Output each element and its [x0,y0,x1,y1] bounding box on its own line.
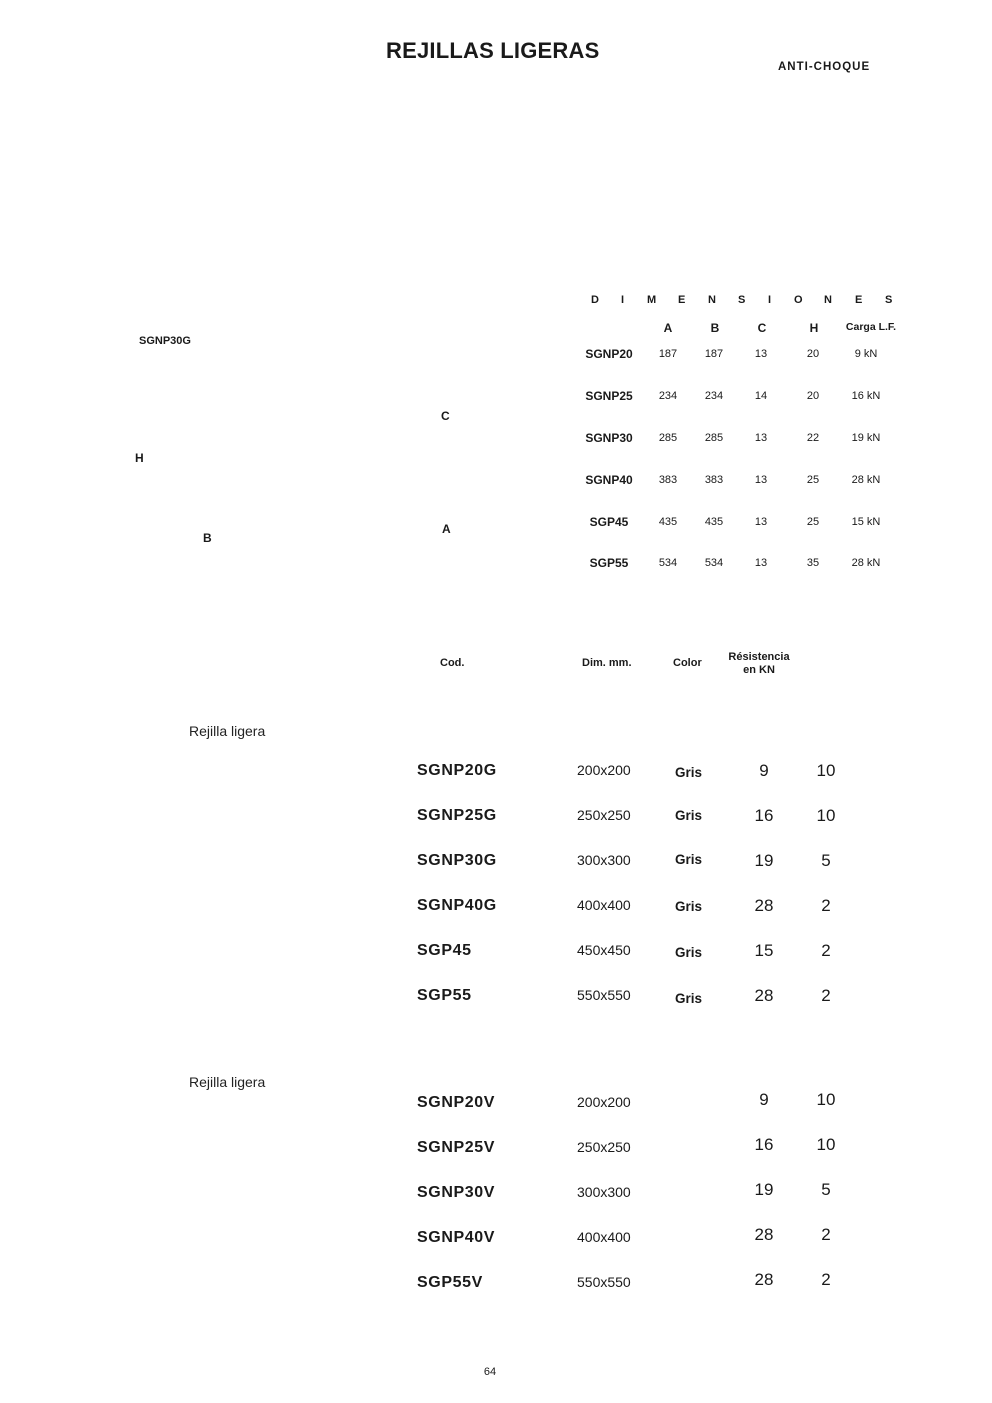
product-color: Gris [675,808,703,823]
product-dim: 200x200 [577,1094,631,1110]
column-header-c: C [757,321,767,335]
cell-h: 22 [806,432,820,444]
row-code: SGNP20 [585,347,633,361]
cell-h: 25 [806,474,820,486]
product-qty: 2 [821,941,831,960]
dimensions-letter: I [768,294,772,306]
product-resistance: 16 [754,1135,774,1154]
product-resistance: 19 [754,1180,774,1199]
product-dim: 550x550 [577,987,631,1003]
row-code: SGP45 [589,515,629,529]
product-dim: 400x400 [577,897,631,913]
cell-c: 14 [754,390,768,402]
cell-load: 15 kN [851,516,881,528]
dimensions-letter: O [794,294,803,306]
product-qty: 5 [821,851,831,870]
listing-header-color: Color [673,657,702,669]
dimensions-letter: E [678,294,686,306]
cell-b: 234 [704,390,724,402]
product-qty: 10 [816,761,836,780]
product-qty: 10 [816,1135,836,1154]
cell-c: 13 [754,557,768,569]
product-qty: 2 [821,986,831,1005]
column-header-h: H [809,321,819,335]
product-dim: 250x250 [577,1139,631,1155]
product-qty: 10 [816,1090,836,1109]
product-dim: 200x200 [577,762,631,778]
cell-a: 435 [658,516,678,528]
product-code: SGNP20V [417,1094,496,1111]
cell-h: 35 [806,557,820,569]
product-dim: 400x400 [577,1229,631,1245]
cell-load: 16 kN [851,390,881,402]
diagram-label-b: B [203,531,212,545]
product-dim: 450x450 [577,942,631,958]
cell-c: 13 [754,432,768,444]
column-header-b: B [710,321,720,335]
dimensions-letter: E [855,294,863,306]
product-dim: 550x550 [577,1274,631,1290]
dimensions-letter: M [647,294,657,306]
page-title: REJILLAS LIGERAS [386,38,600,63]
product-code: SGNP40G [417,897,497,914]
product-code: SGNP20G [417,762,497,779]
product-dim: 300x300 [577,1184,631,1200]
product-resistance: 28 [754,986,774,1005]
product-qty: 2 [821,896,831,915]
diagram-label-a: A [442,522,451,536]
dimensions-letter: S [738,294,746,306]
cell-c: 13 [754,348,768,360]
cell-a: 534 [658,557,678,569]
product-code: SGP45 [417,942,472,959]
product-dim: 250x250 [577,807,631,823]
cell-h: 20 [806,348,820,360]
product-resistance: 15 [754,941,774,960]
listing-header-resistance [726,651,792,677]
cell-load: 28 kN [851,557,881,569]
product-color: Gris [675,991,703,1006]
cell-load: 28 kN [851,474,881,486]
cell-a: 234 [658,390,678,402]
product-qty: 2 [821,1270,831,1289]
product-resistance: 28 [754,896,774,915]
product-resistance: 28 [754,1270,774,1289]
product-resistance: 28 [754,1225,774,1244]
dimensions-letter: N [708,294,716,306]
product-code: SGNP30G [417,852,497,869]
section-label: Rejilla ligera [189,723,266,739]
row-code: SGNP25 [585,389,633,403]
cell-c: 13 [754,516,768,528]
dimensions-letter: I [621,294,625,306]
product-resistance: 19 [754,851,774,870]
cell-b: 187 [704,348,724,360]
cell-load: 19 kN [851,432,881,444]
listing-header-dim: Dim. mm. [582,657,632,669]
listing-header-resistance-line2: en KN [743,664,775,676]
product-qty: 5 [821,1180,831,1199]
cell-a: 285 [658,432,678,444]
product-color: Gris [675,765,703,780]
cell-a: 383 [658,474,678,486]
product-color: Gris [675,852,703,867]
row-code: SGNP40 [585,473,633,487]
cell-h: 20 [806,390,820,402]
cell-b: 534 [704,557,724,569]
product-code: SGP55 [417,987,472,1004]
cell-a: 187 [658,348,678,360]
product-qty: 2 [821,1225,831,1244]
product-color: Gris [675,899,703,914]
cell-b: 383 [704,474,724,486]
dimensions-letter: D [591,294,599,306]
row-code: SGNP30 [585,431,633,445]
cell-b: 285 [704,432,724,444]
column-header-a: A [663,321,673,335]
column-header-load: Carga L.F. [845,321,897,333]
cell-c: 13 [754,474,768,486]
product-resistance: 9 [759,761,769,780]
product-resistance: 16 [754,806,774,825]
page-subtitle: ANTI-CHOQUE [778,61,871,73]
product-qty: 10 [816,806,836,825]
diagram-label-h: H [135,451,144,465]
product-code: SGP55V [417,1274,483,1291]
dimensions-letter: N [824,294,832,306]
product-code: SGNP40V [417,1229,496,1246]
product-code: SGNP25G [417,807,497,824]
listing-header-resistance-line1: Résistencia [728,651,790,663]
product-code: SGNP30V [417,1184,496,1201]
cell-h: 25 [806,516,820,528]
product-resistance: 9 [759,1090,769,1109]
product-color: Gris [675,945,703,960]
diagram-label-c: C [441,409,450,423]
dimensions-letter: S [885,294,893,306]
cell-load: 9 kN [854,348,878,360]
product-code: SGNP25V [417,1139,496,1156]
cell-b: 435 [704,516,724,528]
listing-header-code: Cod. [440,657,465,669]
section-label: Rejilla ligera [189,1074,266,1090]
row-code: SGP55 [589,556,629,570]
diagram-model-label: SGNP30G [139,335,191,347]
product-dim: 300x300 [577,852,631,868]
page-number: 64 [483,1366,497,1378]
